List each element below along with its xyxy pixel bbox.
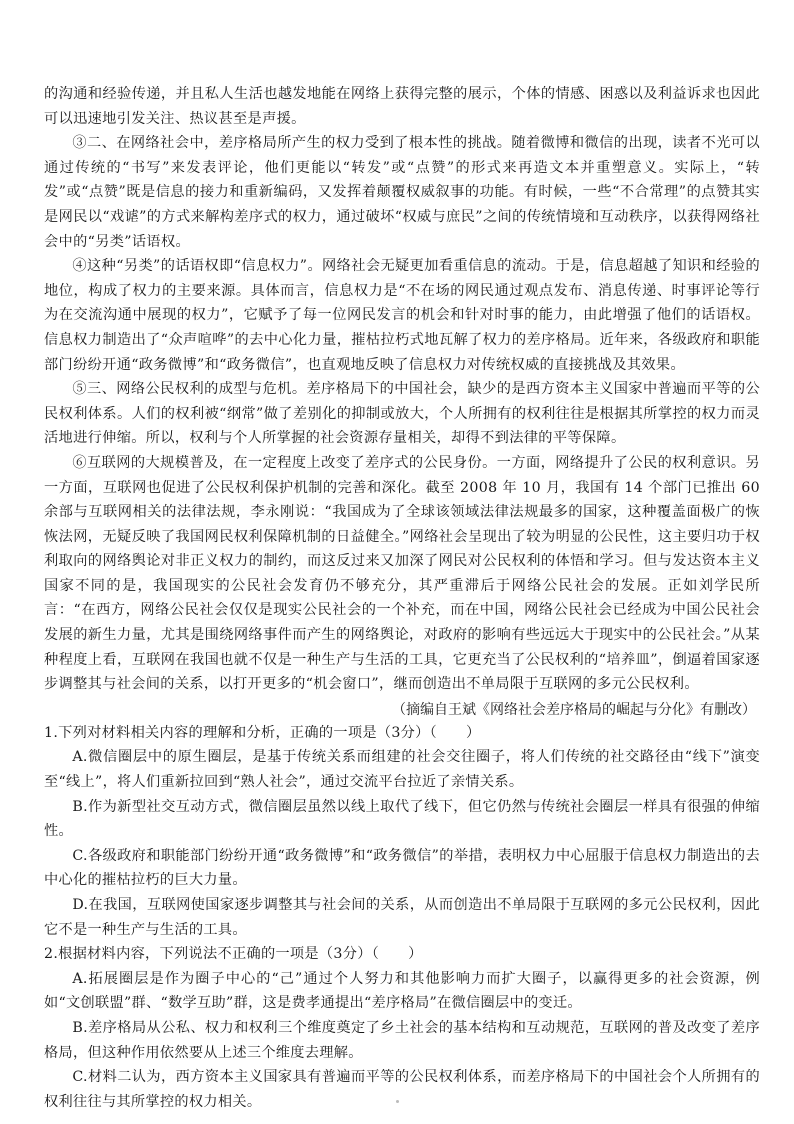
- article-body: [44, 82, 760, 697]
- paragraph-5: ⑤三、网络公民权利的成型与危机。差序格局下的中国社会，缺少的是西方资本主义国家中普遍而平等的公民权利体系。人们的权利被“纲常”做了差别化的抑制或放大，个人所拥有的权利往往是根据其所掌控的权力而灵活地进行伸缩。所以，权利与个人所掌握的社会资源存量相关，却得不到法律的平等保障。: [44, 381, 760, 447]
- option-d: D.在我国，互联网使国家逐步调整其与社会间的关系，从而创造出不单局限于互联网的多元公民权利，因此它不是一种生产与生活的工具。: [44, 897, 760, 938]
- paragraph-continuation: 的沟通和经验传递，并且私人生活也越发地能在网络上获得完整的展示，个体的情感、困惑以及利益诉求也因此可以迅速地引发关注、热议甚至是声援。: [44, 86, 760, 127]
- question-1: [44, 721, 760, 942]
- option-b: B.差序格局从公私、权力和权利三个维度奠定了乡土社会的基本结构和互动规范，互联网的普及改变了差序格局，但这种作用依然要从上述三个维度去理解。: [44, 1019, 760, 1061]
- option-c: C.各级政府和职能部门纷纷开通“政务微博”和“政务微信”的举措，表明权力中心屈服于信息权力制造出的去中心化的摧枯拉朽的巨大力量。: [44, 847, 760, 889]
- paragraph-6: ⑥互联网的大规模普及，在一定程度上改变了差序式的公民身份。一方面，网络提升了公民的权利意识。另一方面，互联网也促进了公民权利保护机制的完善和深化。截至 2008 年 10 月，我国有 14 个部门已推出 60 余部与互联网相关的法律法规，李永刚说：“我国成为了全球该领域法律法规最多的国家，这种覆盖面极广的恢恢法网，无疑反映了我国网民权利保障机制的日益健全。”网络社会呈现出了较为明显的公民性，这主要归功于权利取向的网络舆论对非正义权力的制约，而这反过来又加深了网民对公民权利的体悟和学习。但与发达资本主义国家不同的是，我国现实的公民社会发育仍不够充分，其严重滞后于网络公民社会的发展。正如刘学民所言：“在西方，网络公民社会仅仅是现实公民社会的一个补充，而在中国，网络公民社会已经成为中国公民社会发展的新生力量，尤其是围绕网络事件而产生的网络舆论，对政府的影响有些远远大于现实中的公民社会。”从某种程度上看，互联网在我国也就不仅是一种生产与生活的工具，它更充当了公民权利的“培养皿”，倒逼着国家逐步调整其与社会间的关系，以打开更多的“机会窗口”，继而创造出不单局限于互联网的多元公民权利。: [44, 454, 760, 693]
- question-stem: 1.下列对材料相关内容的理解和分析，正确的一项是（3分）（ ）: [44, 724, 481, 741]
- scan-speck: [396, 1100, 399, 1103]
- paragraph-4: ④这种“另类”的话语权即“信息权力”。网络社会无疑更加看重信息的流动。于是，信息超越了知识和经验的地位，构成了权力的主要来源。具体而言，信息权力是“不在场的网民通过观点发布、消息传递、时事评论等行为在交流沟通中展现的权力”，它赋予了每一位网民发言的机会和针对时事的能力，由此增强了他们的话语权。信息权力制造出了“众声喧哗”的去中心化力量，摧枯拉朽式地瓦解了权力的差序格局。近年来，各级政府和职能部门纷纷开通“政务微博”和“政务微信”，也直观地反映了信息权力对传统权威的直接挑战及其效果。: [44, 258, 760, 373]
- question-2: [44, 942, 760, 1114]
- option-b: B.作为新型社交互动方式，微信圈层虽然以线上取代了线下，但它仍然与传统社会圈层一样具有很强的伸缩性。: [44, 798, 760, 840]
- paragraph-3: ③二、在网络社会中，差序格局所产生的权力受到了根本性的挑战。随着微博和微信的出现，读者不光可以通过传统的“书写”来发表评论，他们更能以“转发”或“点赞”的形式来再造文本并重塑意义。实际上，“转发”或“点赞”既是信息的接力和重新编码，又发挥着颠覆权威叙事的功能。有时候，一些“不合常理”的点赞其实是网民以“戏谑”的方式来解构差序式的权力，通过破坏“权威与庶民”之间的传统情境和互动秩序，以获得网络社会中的“另类”话语权。: [44, 135, 760, 250]
- option-a: A.拓展圈层是作为圈子中心的“己”通过个人努力和其他影响力而扩大圈子，以赢得更多的社会资源，例如“文创联盟”群、“数学互助”群，这是费孝通提出“差序格局”在微信圈层中的变迁。: [44, 970, 760, 1012]
- question-stem: 2.根据材料内容，下列说法不正确的一项是（3分）（ ）: [44, 946, 423, 963]
- option-a: A.微信圈层中的原生圈层，是基于传统关系而组建的社会交往圈子，将人们传统的社交路径由“线下”演变至“线上”，将人们重新拉回到“熟人社会”，通过交流平台拉近了亲情关系。: [44, 749, 760, 791]
- source-citation: （摘编自王斌《网络社会差序格局的崛起与分化》有删改）: [392, 701, 756, 718]
- option-c: C.材料二认为，西方资本主义国家具有普遍而平等的公民权利体系，而差序格局下的中国社会个人所拥有的权利往往与其所掌控的权力相关。: [44, 1069, 760, 1110]
